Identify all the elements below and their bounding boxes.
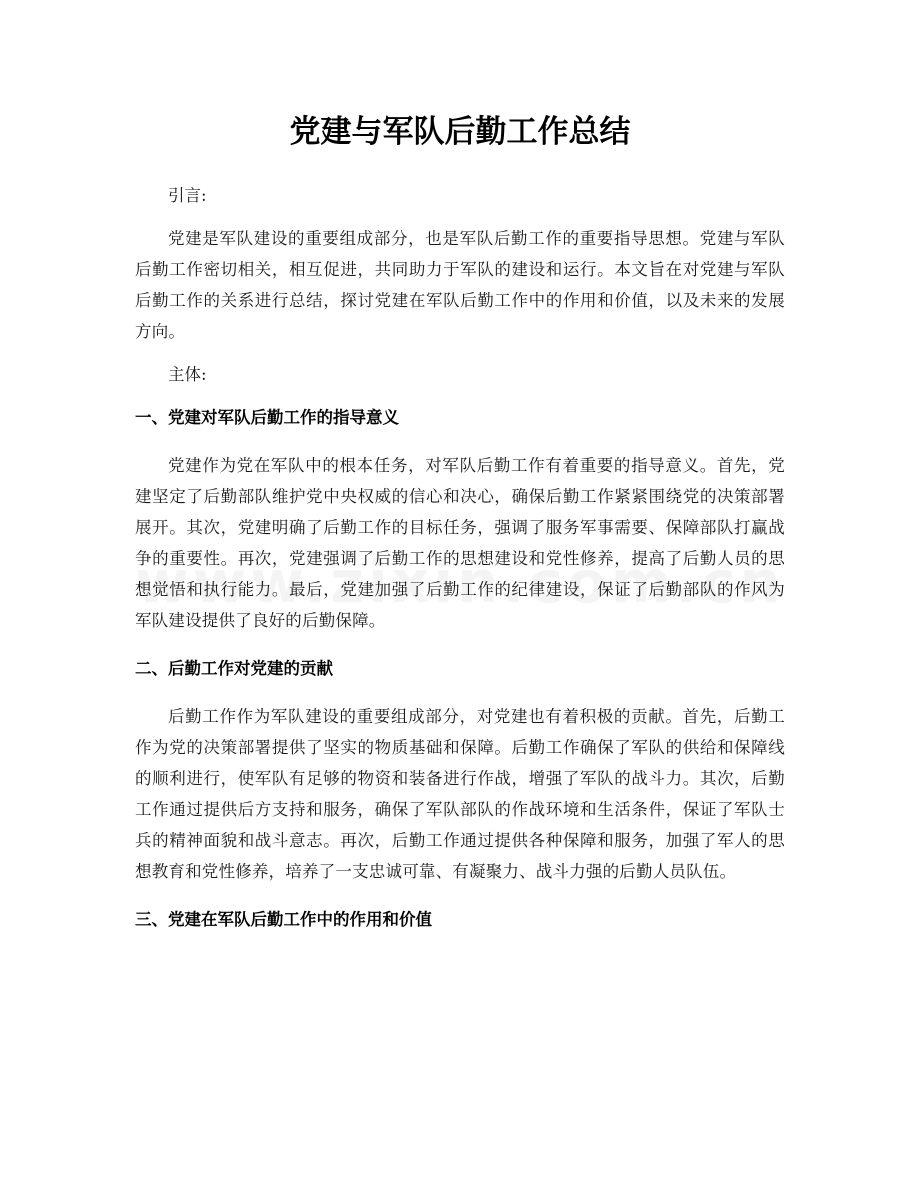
section-heading-1: 一、党建对军队后勤工作的指导意义: [135, 408, 399, 427]
document-title: 党建与军队后勤工作总结: [289, 114, 631, 150]
intro-paragraph: 党建是军队建设的重要组成部分，也是军队后勤工作的重要指导思想。党建与军队后勤工作密切相关，相互促进，共同助力于军队的建设和运行。本文旨在对党建与军队后勤工作的关系进行总结，探讨党建在军队后勤工作中的作用和价值，以及未来的发展方向。: [135, 229, 785, 341]
body-label: 主体:: [168, 365, 207, 384]
section-heading-3: 三、党建在军队后勤工作中的作用和价值: [135, 910, 432, 929]
document-body: [135, 180, 785, 935]
intro-label: 引言:: [168, 186, 207, 205]
section-paragraph-2: 后勤工作作为军队建设的重要组成部分，对党建也有着积极的贡献。首先，后勤工作为党的决策部署提供了坚实的物质基础和保障。后勤工作确保了军队的供给和保障线的顺利进行，使军队有足够的物资和装备进行作战，增强了军队的战斗力。其次，后勤工作通过提供后方支持和服务，确保了军队部队的作战环境和生活条件，保证了军队士兵的精神面貌和战斗意志。再次，后勤工作通过提供各种保障和服务，加强了军人的思想教育和党性修养，培养了一支忠诚可靠、有凝聚力、战斗力强的后勤人员队伍。: [135, 707, 785, 881]
section-paragraph-1: 党建作为党在军队中的根本任务，对军队后勤工作有着重要的指导意义。首先，党建坚定了后勤部队维护党中央权威的信心和决心，确保后勤工作紧紧围绕党的决策部署展开。其次，党建明确了后勤工作的目标任务，强调了服务军事需要、保障部队打赢战争的重要性。再次，党建强调了后勤工作的思想建设和党性修养，提高了后勤人员的思想觉悟和执行能力。最后，党建加强了后勤工作的纪律建设，保证了后勤部队的作风为军队建设提供了良好的后勤保障。: [135, 456, 785, 630]
section-heading-2: 二、后勤工作对党建的贡献: [135, 659, 333, 678]
